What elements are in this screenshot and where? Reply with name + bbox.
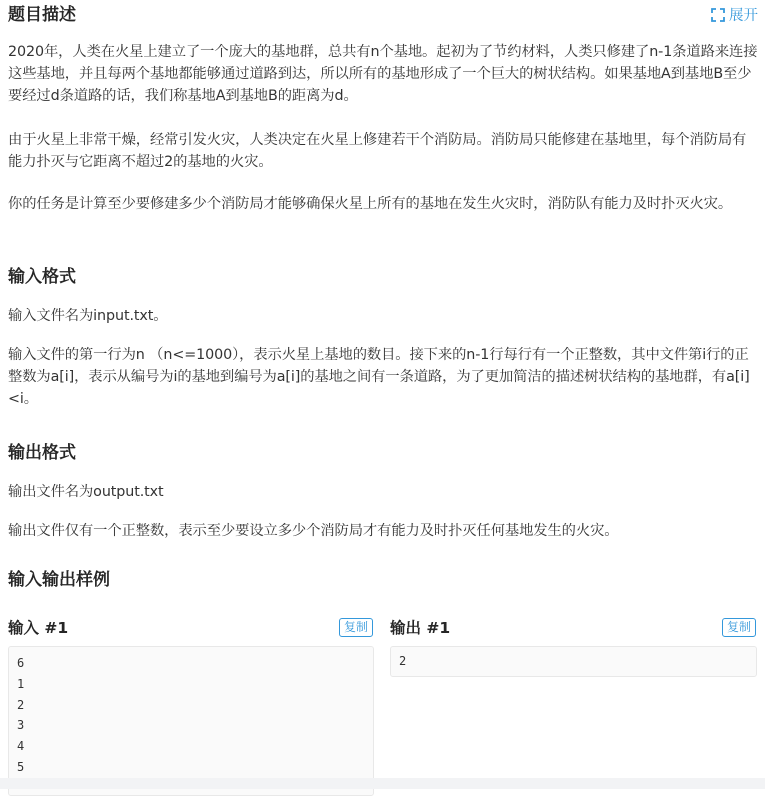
code-line: 1 <box>17 676 25 691</box>
copy-output-button[interactable]: 复制 <box>722 618 756 637</box>
input-format-title: 输入格式 <box>8 267 76 287</box>
sample-output-header <box>390 614 756 640</box>
input-format-paragraph-2: 输入文件的第一行为n （n<=1000），表示火星上基地的数目。接下来的n-1行每行有一个正整数，其中文件第i行的正整数为a[i]，表示从编号为i的基地到编号为a[i]的基地之间有一条道路，为了更加简洁的描述树状结构的基地群，有a[i]<i。 <box>8 347 750 407</box>
expand-button[interactable] <box>710 4 758 25</box>
description-paragraph-1: 2020年，人类在火星上建立了一个庞大的基地群，总共有n个基地。起初为了节约材料，人类只修建了n-1条道路来连接这些基地，并且每两个基地都能够通过道路到达，所以所有的基地形成了一个巨大的树状结构。如果基地A到基地B至少要经过d条道路的话，我们称基地A到基地B的距离为d。 <box>8 44 758 104</box>
samples-title: 输入输出样例 <box>8 570 110 590</box>
expand-icon <box>710 7 726 23</box>
code-line: 4 <box>17 739 25 754</box>
sample-output-box <box>390 646 757 677</box>
expand-label: 展开 <box>729 8 758 24</box>
code-line: 6 <box>17 656 25 670</box>
description-title: 题目描述 <box>8 5 76 25</box>
code-line: 2 <box>399 654 407 668</box>
code-line: 5 <box>17 759 25 774</box>
output-format-paragraph-1: 输出文件名为output.txt <box>8 484 164 500</box>
code-line: 3 <box>17 718 25 733</box>
output-format-paragraph-2: 输出文件仅有一个正整数，表示至少要设立多少个消防局才有能力及时扑灭任何基地发生的火灾。 <box>8 523 619 539</box>
copy-input-button[interactable]: 复制 <box>339 618 373 637</box>
bottom-bar <box>0 778 765 789</box>
description-paragraph-3: 你的任务是计算至少要修建多少个消防局才能够确保火星上所有的基地在发生火灾时，消防队有能力及时扑灭火灾。 <box>8 196 733 212</box>
output-format-title: 输出格式 <box>8 443 76 463</box>
code-line: 2 <box>17 697 25 712</box>
sample-input-title: 输入 #1 <box>8 619 69 637</box>
description-paragraph-2: 由于火星上非常干燥，经常引发火灾，人类决定在火星上修建若干个消防局。消防局只能修建在基地里，每个消防局有能力扑灭与它距离不超过2的基地的火灾。 <box>8 132 747 170</box>
input-format-paragraph-1: 输入文件名为input.txt。 <box>8 308 168 324</box>
sample-output-title: 输出 #1 <box>390 619 451 637</box>
sample-input-header <box>8 614 373 640</box>
sample-input-box <box>8 646 374 796</box>
